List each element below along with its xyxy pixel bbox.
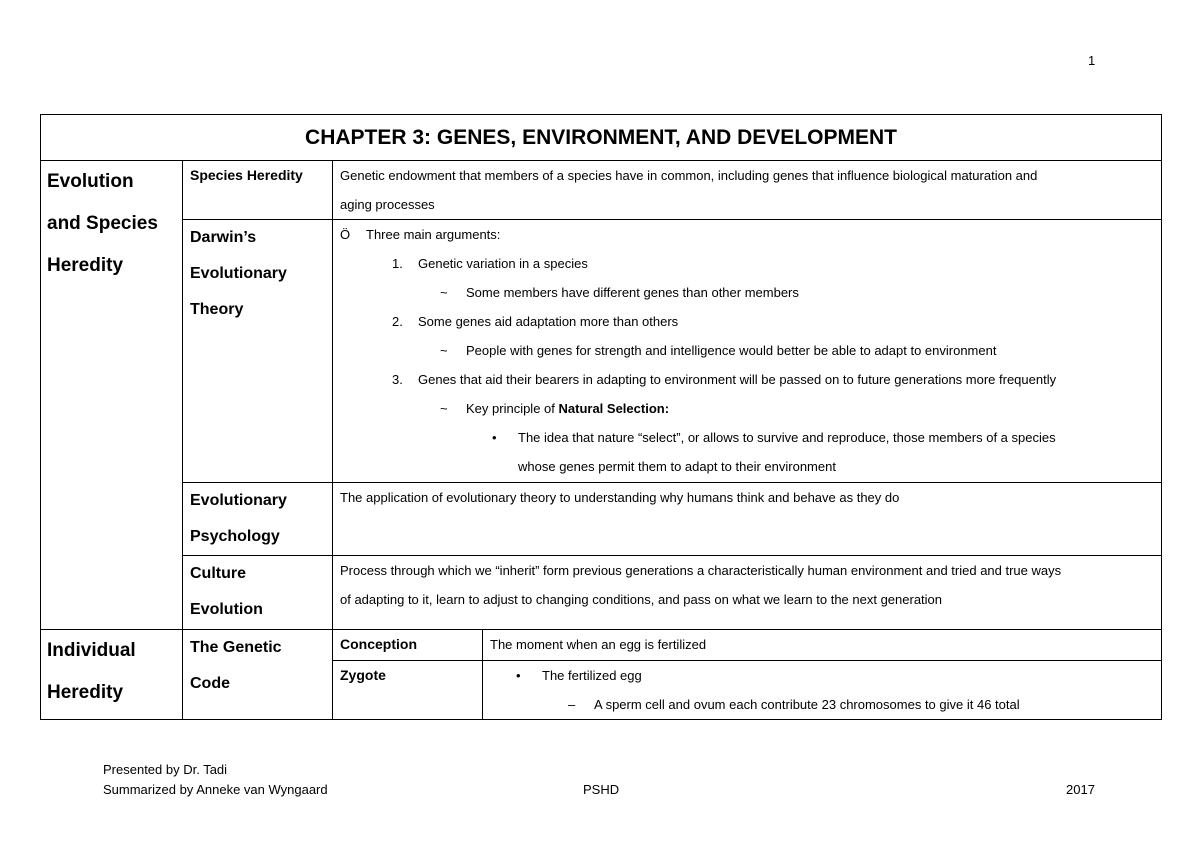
list-number: 2. xyxy=(392,314,403,329)
definition-line: Genetic endowment that members of a species have in common, including genes that influence biological maturation and xyxy=(340,168,1038,183)
list-text: A sperm cell and ovum each contribute 23 chromosomes to give it 46 total xyxy=(594,697,1020,712)
title-row xyxy=(41,115,1162,161)
culture-evolution-definition xyxy=(333,556,1162,630)
key-term: Natural Selection: xyxy=(558,401,670,416)
topic-line: The Genetic xyxy=(190,639,282,656)
list-item xyxy=(340,423,1154,452)
darwin-content xyxy=(333,220,1162,483)
table-row xyxy=(41,483,1162,556)
topic-line: Culture xyxy=(190,565,246,582)
list-text: Genes that aid their bearers in adapting to environment will be passed on to future generations more frequently xyxy=(418,372,1057,387)
list-number: 3. xyxy=(392,372,403,387)
table-row xyxy=(41,556,1162,630)
topic-line: Theory xyxy=(190,301,244,318)
section-label-line: Evolution xyxy=(47,171,134,192)
definition-line: The moment when an egg is fertilized xyxy=(490,637,707,652)
footer-year: 2017 xyxy=(1066,782,1095,797)
list-item xyxy=(340,249,1154,278)
topic-darwin xyxy=(183,220,333,483)
zygote-definition xyxy=(483,661,1162,720)
section-label-line: and Species xyxy=(47,213,158,234)
topic-line: Evolution xyxy=(190,601,263,618)
footer-course: PSHD xyxy=(583,782,620,797)
term-zygote: Zygote xyxy=(333,661,483,720)
footer-summarized-by: Summarized by Anneke van Wyngaard xyxy=(103,782,328,797)
species-heredity-definition xyxy=(333,161,1162,220)
bullet-icon: • xyxy=(516,668,521,683)
topic-genetic-code xyxy=(183,630,333,720)
list-text: The fertilized egg xyxy=(542,668,642,683)
list-text: Some genes aid adaptation more than others xyxy=(418,314,679,329)
bullet-icon: • xyxy=(492,430,497,445)
list-item-continuation: whose genes permit them to adapt to their environment xyxy=(518,459,836,474)
list-item xyxy=(340,365,1154,394)
list-item xyxy=(340,307,1154,336)
table-row xyxy=(41,630,1162,661)
table-row xyxy=(41,161,1162,220)
list-item xyxy=(340,336,1154,365)
table-row xyxy=(41,220,1162,483)
topic-line: Darwin’s xyxy=(190,229,257,246)
definition-line: of adapting to it, learn to adjust to changing conditions, and pass on what we learn to the next generation xyxy=(340,592,943,607)
list-item xyxy=(340,394,1154,423)
section-label-line: Heredity xyxy=(47,682,124,703)
footer-presented-by: Presented by Dr. Tadi xyxy=(103,762,228,777)
tilde-icon: ~ xyxy=(440,285,448,300)
tilde-icon: ~ xyxy=(440,401,448,416)
conception-definition xyxy=(483,630,1162,661)
definition-line: Process through which we “inherit” form previous generations a characteristically human environment and tried and true ways xyxy=(340,563,1062,578)
checkmark-icon: Ö xyxy=(340,227,351,242)
list-number: 1. xyxy=(392,256,403,271)
list-item xyxy=(340,220,1154,249)
list-text: Three main arguments: xyxy=(366,227,501,242)
list-text: Genetic variation in a species xyxy=(418,256,588,271)
topic-line: Psychology xyxy=(190,528,280,545)
list-item xyxy=(490,690,1154,719)
section-label-line: Individual xyxy=(47,640,136,661)
list-item xyxy=(340,278,1154,307)
list-text: Key principle of xyxy=(466,401,559,416)
dash-icon: – xyxy=(568,697,576,712)
section-individual-label xyxy=(41,630,183,720)
notes-table xyxy=(40,114,1162,720)
page-number: 1 xyxy=(1088,53,1096,68)
list-text: The idea that nature “select”, or allows to survive and reproduce, those members of a species xyxy=(518,430,1056,445)
definition-line: The application of evolutionary theory to understanding why humans think and behave as they do xyxy=(340,490,900,505)
topic-line: Evolutionary xyxy=(190,265,287,282)
tilde-icon: ~ xyxy=(440,343,448,358)
topic-species-heredity: Species Heredity xyxy=(183,161,333,220)
list-text: Some members have different genes than other members xyxy=(466,285,799,300)
topic-line: Evolutionary xyxy=(190,492,287,509)
evolutionary-psychology-definition xyxy=(333,483,1162,556)
chapter-title: CHAPTER 3: GENES, ENVIRONMENT, AND DEVELOPMENT xyxy=(41,115,1162,161)
term-conception: Conception xyxy=(333,630,483,661)
section-label-line: Heredity xyxy=(47,255,124,276)
definition-line: aging processes xyxy=(340,197,435,212)
topic-evolutionary-psychology xyxy=(183,483,333,556)
list-item xyxy=(490,661,1154,690)
list-text: People with genes for strength and intelligence would better be able to adapt to environment xyxy=(466,343,997,358)
topic-line: Code xyxy=(190,675,230,692)
section-evolution-label xyxy=(41,161,183,630)
topic-culture-evolution xyxy=(183,556,333,630)
